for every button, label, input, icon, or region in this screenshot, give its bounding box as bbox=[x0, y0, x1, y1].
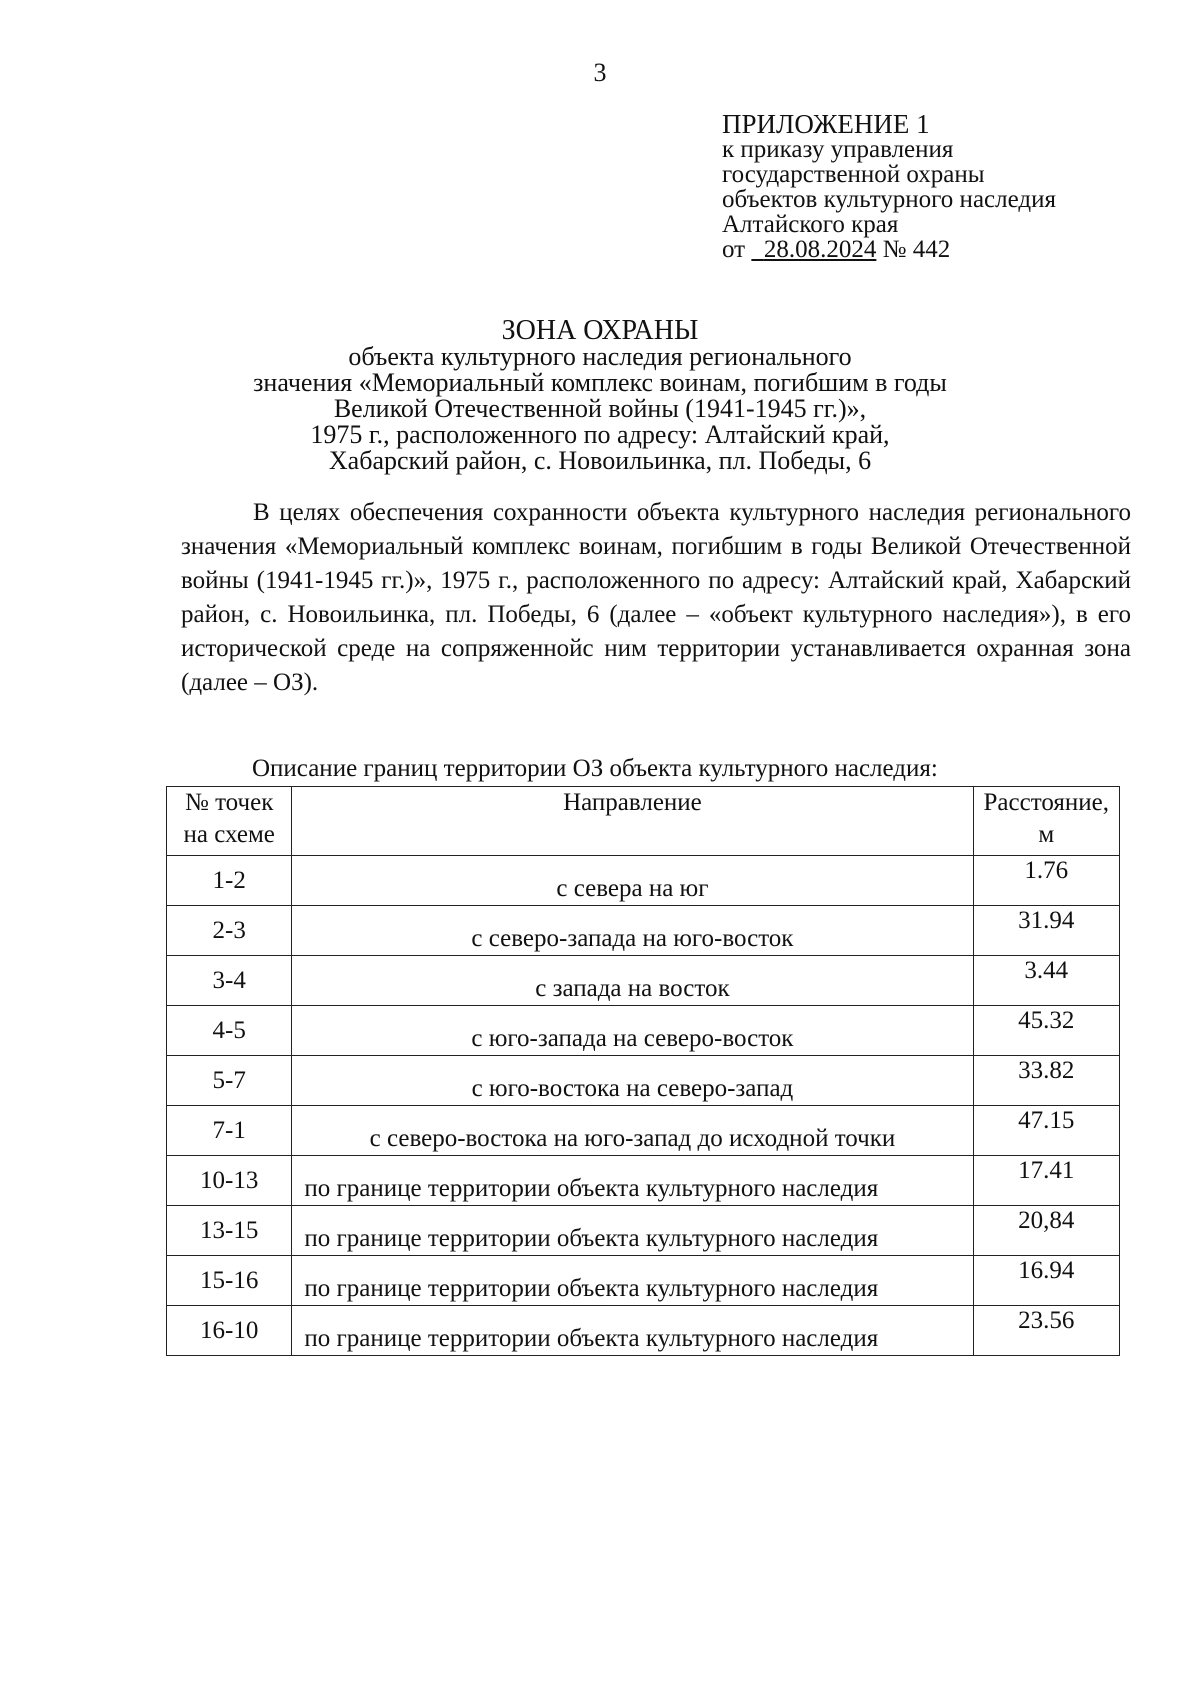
cell-distance: 23.56 bbox=[973, 1306, 1120, 1356]
table-row bbox=[167, 1056, 1120, 1106]
table-row bbox=[167, 1206, 1120, 1256]
cell-direction: по границе территории объекта культурного наследия bbox=[292, 1156, 973, 1206]
table-row bbox=[167, 1156, 1120, 1206]
table-row bbox=[167, 1006, 1120, 1056]
cell-distance: 17.41 bbox=[973, 1156, 1120, 1206]
order-date: 28.08.2024 bbox=[763, 236, 877, 263]
cell-distance: 1.76 bbox=[973, 856, 1120, 906]
cell-direction: по границе территории объекта культурного наследия bbox=[292, 1206, 973, 1256]
zone-subtitle-line: 1975 г., расположенного по адресу: Алтайский край, bbox=[310, 420, 890, 449]
cell-distance: 45.32 bbox=[973, 1006, 1120, 1056]
cell-distance: 47.15 bbox=[973, 1106, 1120, 1156]
cell-points: 10-13 bbox=[167, 1156, 292, 1206]
cell-distance: 16.94 bbox=[973, 1256, 1120, 1306]
table-row bbox=[167, 1306, 1120, 1356]
cell-points: 16-10 bbox=[167, 1306, 292, 1356]
cell-points: 7-1 bbox=[167, 1106, 292, 1156]
cell-points: 2-3 bbox=[167, 906, 292, 956]
cell-direction: с севера на юг bbox=[292, 856, 973, 906]
zone-subtitle-line: значения «Мемориальный комплекс воинам, погибшим в годы bbox=[253, 368, 947, 397]
table-row bbox=[167, 956, 1120, 1006]
cell-direction: с северо-запада на юго-восток bbox=[292, 906, 973, 956]
cell-distance: 20,84 bbox=[973, 1206, 1120, 1256]
cell-direction: по границе территории объекта культурного наследия bbox=[292, 1256, 973, 1306]
cell-distance: 33.82 bbox=[973, 1056, 1120, 1106]
appendix-line: государственной охраны bbox=[722, 161, 985, 188]
header-direction: Направление bbox=[292, 787, 973, 856]
header-points: № точек на схеме bbox=[167, 787, 292, 856]
table-caption: Описание границ территории ОЗ объекта культурного наследия: bbox=[252, 755, 938, 782]
cell-distance: 31.94 bbox=[973, 906, 1120, 956]
intro-paragraph: В целях обеспечения сохранности объекта культурного наследия регионального значения «Мемориальный комплекс воинам, погибшим в годы Великой Отечественной войны (1941-1945 гг.)», 1975 г., расположенного по адресу: Алтайский край, Хабарский район, с. Новоильинка, пл. Победы, 6 (далее – «объект культурного наследия»), в его исторической среде на сопряженнойс ним территории устанавливается охранная зона (далее – ОЗ). bbox=[181, 499, 1131, 696]
cell-points: 13-15 bbox=[167, 1206, 292, 1256]
cell-direction: с юго-запада на северо-восток bbox=[292, 1006, 973, 1056]
cell-distance: 3.44 bbox=[973, 956, 1120, 1006]
table-row bbox=[167, 1106, 1120, 1156]
cell-points: 5-7 bbox=[167, 1056, 292, 1106]
zone-subtitle-line: объекта культурного наследия регионального bbox=[348, 342, 852, 371]
order-date-prefix: от bbox=[722, 236, 746, 263]
table-row bbox=[167, 1256, 1120, 1306]
table-row bbox=[167, 856, 1120, 906]
boundary-table bbox=[166, 786, 1120, 1356]
appendix-block bbox=[722, 109, 1056, 263]
table-row bbox=[167, 906, 1120, 956]
zone-subtitle-line: Великой Отечественной войны (1941-1945 гг.)», bbox=[333, 394, 867, 423]
header-distance: Расстояние, м bbox=[973, 787, 1120, 856]
cell-direction: по границе территории объекта культурного наследия bbox=[292, 1306, 973, 1356]
cell-direction: с северо-востока на юго-запад до исходной точки bbox=[292, 1106, 973, 1156]
appendix-line: к приказу управления bbox=[722, 136, 954, 163]
cell-points: 4-5 bbox=[167, 1006, 292, 1056]
appendix-line: Алтайского края bbox=[722, 211, 899, 238]
zone-subtitle-line: Хабарский район, с. Новоильинка, пл. Победы, 6 bbox=[328, 446, 872, 475]
zone-title: ЗОНА ОХРАНЫ bbox=[501, 315, 699, 346]
appendix-line: объектов культурного наследия bbox=[722, 186, 1056, 213]
table-header-row bbox=[167, 787, 1120, 856]
cell-points: 3-4 bbox=[167, 956, 292, 1006]
cell-direction: с запада на восток bbox=[292, 956, 973, 1006]
cell-points: 15-16 bbox=[167, 1256, 292, 1306]
cell-direction: с юго-востока на северо-запад bbox=[292, 1056, 973, 1106]
page-number: 3 bbox=[593, 58, 607, 87]
appendix-title: ПРИЛОЖЕНИЕ 1 bbox=[722, 109, 930, 139]
cell-points: 1-2 bbox=[167, 856, 292, 906]
appendix-order-line bbox=[722, 237, 1056, 262]
zone-title-block bbox=[0, 315, 1200, 475]
order-number: № 442 bbox=[882, 236, 951, 263]
intro-paragraph-block bbox=[181, 496, 1131, 700]
